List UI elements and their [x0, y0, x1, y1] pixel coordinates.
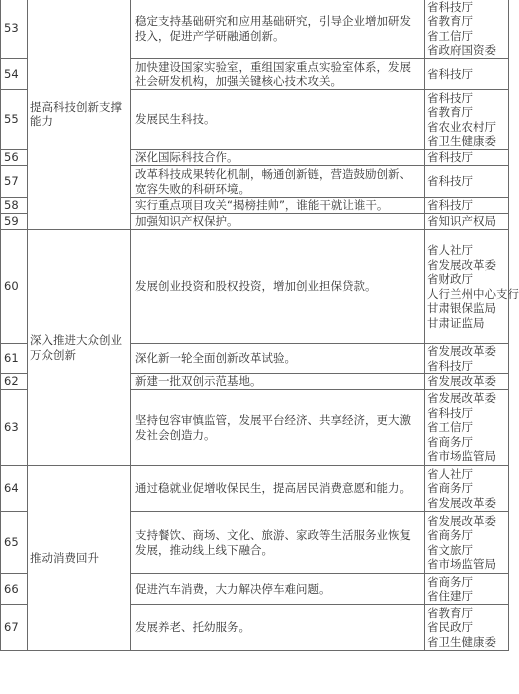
- unit-name: 省民政厅: [427, 620, 473, 635]
- task-text: 深化新一轮全面创新改革试验。: [131, 344, 425, 374]
- responsible-units: [425, 344, 509, 374]
- responsible-units: [425, 605, 509, 651]
- unit-name: 省发展改革委: [427, 374, 496, 389]
- responsible-units: [425, 166, 509, 198]
- row-number: 57: [1, 166, 28, 198]
- task-text: 实行重点项目攻关“揭榜挂帅”，谁能干就让谁干。: [131, 198, 425, 214]
- task-text: 改革科技成果转化机制，畅通创新链，营造鼓励创新、宽容失败的科研环境。: [131, 166, 425, 198]
- category-cell: 推动消费回升: [28, 466, 131, 651]
- unit-name: 省人社厅: [427, 243, 473, 257]
- unit-name: 省商务厅: [427, 528, 473, 542]
- row-number: 66: [1, 574, 28, 605]
- row-number: 56: [1, 150, 28, 166]
- responsible-units: [425, 0, 509, 59]
- unit-name: 省发展改革委: [427, 344, 496, 358]
- unit-name: 省发展改革委: [427, 257, 496, 272]
- table-row: [1, 466, 509, 512]
- row-number: 58: [1, 198, 28, 214]
- row-number: 60: [1, 230, 28, 344]
- row-number: 67: [1, 605, 28, 651]
- unit-name: 省商务厅: [427, 481, 473, 496]
- unit-name: 省科技厅: [427, 150, 473, 165]
- unit-name: 省工信厅: [427, 420, 473, 435]
- responsible-units: [425, 150, 509, 166]
- category-cell: 提高科技创新支撑能力: [28, 0, 131, 230]
- unit-name: 省科技厅: [427, 90, 473, 105]
- unit-name: 省教育厅: [427, 105, 473, 119]
- unit-name: 省科技厅: [427, 66, 473, 81]
- responsible-units: [425, 574, 509, 605]
- unit-name: 省住建厅: [427, 589, 473, 603]
- unit-name: 省科技厅: [427, 0, 473, 14]
- unit-name: 甘肃银保监局: [427, 301, 496, 315]
- row-number: 55: [1, 90, 28, 150]
- row-number: 59: [1, 214, 28, 230]
- unit-name: 省市场监管局: [427, 449, 496, 464]
- responsible-units: [425, 90, 509, 150]
- unit-name: 省知识产权局: [427, 214, 496, 229]
- responsible-units: [425, 374, 509, 390]
- task-text: 加强知识产权保护。: [131, 214, 425, 230]
- row-number: 62: [1, 374, 28, 390]
- task-text: 加快建设国家实验室，重组国家重点实验室体系，发展社会研发机构，加强关键核心技术攻关。: [131, 59, 425, 90]
- unit-name: 省教育厅: [427, 605, 473, 620]
- unit-name: 甘肃证监局: [427, 315, 485, 330]
- table-row: [1, 230, 509, 344]
- unit-name: 省人社厅: [427, 466, 473, 481]
- responsible-units: [425, 214, 509, 230]
- unit-name: 省科技厅: [427, 358, 473, 373]
- unit-name: 省文旅厅: [427, 542, 473, 557]
- unit-name: 省发展改革委: [427, 391, 496, 406]
- task-text: 发展养老、托幼服务。: [131, 605, 425, 651]
- unit-name: 省财政厅: [427, 272, 473, 286]
- row-number: 54: [1, 59, 28, 90]
- task-text: 坚持包容审慎监管，发展平台经济、共享经济，更大激发社会创造力。: [131, 390, 425, 466]
- unit-name: 省市场监管局: [427, 557, 496, 571]
- task-text: 支持餐饮、商场、文化、旅游、家政等生活服务业恢复发展，推动线上线下融合。: [131, 512, 425, 574]
- responsible-units: [425, 198, 509, 214]
- unit-name: 省工信厅: [427, 28, 473, 43]
- responsible-units: [425, 230, 519, 344]
- row-number: 61: [1, 344, 28, 374]
- task-text: 通过稳就业促增收保民生，提高居民消费意愿和能力。: [131, 466, 425, 512]
- row-number: 64: [1, 466, 28, 512]
- responsible-units: [425, 390, 509, 466]
- category-cell: 深入推进大众创业万众创新: [28, 230, 131, 466]
- row-number: 53: [1, 0, 28, 59]
- unit-name: 省商务厅: [427, 574, 473, 589]
- responsible-units: [425, 512, 509, 574]
- responsible-units: [425, 59, 509, 90]
- unit-name: 省农业农村厅: [427, 119, 496, 134]
- task-text: 稳定支持基础研究和应用基础研究，引导企业增加研发投入，促进产学研融通创新。: [131, 0, 425, 59]
- unit-name: 省科技厅: [427, 198, 473, 213]
- unit-name: 省科技厅: [427, 174, 473, 189]
- unit-name: 省商务厅: [427, 434, 473, 449]
- task-text: 深化国际科技合作。: [131, 150, 425, 166]
- unit-name: 省教育厅: [427, 14, 473, 28]
- row-number: 63: [1, 390, 28, 466]
- unit-name: 省科技厅: [427, 405, 473, 420]
- unit-name: 省卫生健康委: [427, 134, 496, 148]
- task-text: 发展民生科技。: [131, 90, 425, 150]
- table-row: [1, 0, 509, 59]
- unit-name: 省卫生健康委: [427, 634, 496, 649]
- unit-name: 省发展改革委: [427, 513, 496, 528]
- responsible-units: [425, 466, 509, 512]
- row-number: 65: [1, 512, 28, 574]
- task-text: 新建一批双创示范基地。: [131, 374, 425, 390]
- task-text: 发展创业投资和股权投资，增加创业担保贷款。: [131, 230, 425, 344]
- unit-name: 人行兰州中心支行: [427, 286, 519, 301]
- unit-name: 省发展改革委: [427, 495, 496, 510]
- unit-name: 省政府国资委: [427, 43, 496, 57]
- task-text: 促进汽车消费，大力解决停车难问题。: [131, 574, 425, 605]
